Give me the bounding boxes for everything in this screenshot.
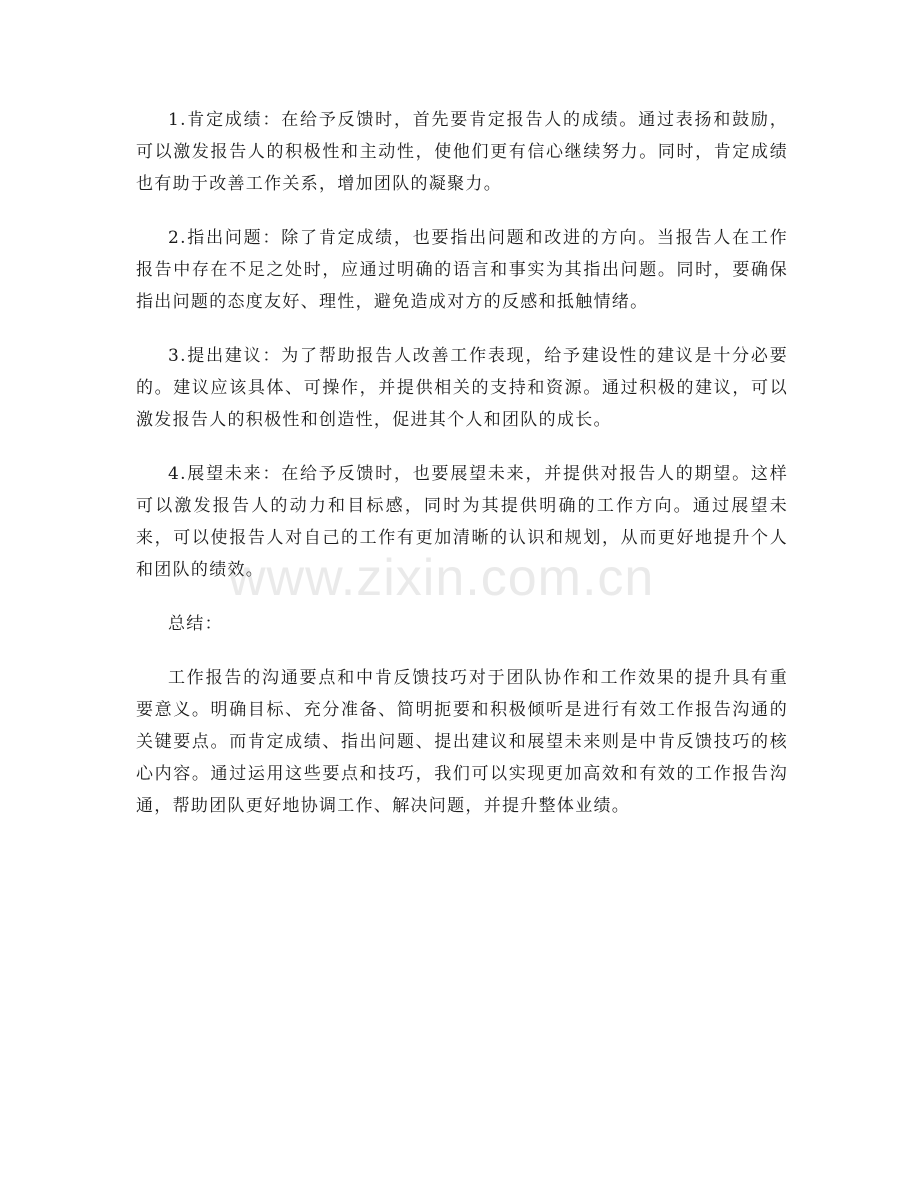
document-body [136,104,788,822]
paragraph-gap [136,436,788,458]
summary-paragraph: 工作报告的沟通要点和中肯反馈技巧对于团队协作和工作效果的提升具有重要意义。明确目标、充分准备、简明扼要和积极倾听是进行有效工作报告沟通的关键要点。而肯定成绩、指出问题、提出建议和展望未来则是中肯反馈技巧的核心内容。通过运用这些要点和技巧，我们可以实现更加高效和有效的工作报告沟通，帮助团队更好地协调工作、解决问题，并提升整体业绩。 [136,668,788,816]
paragraph-gap [136,586,788,608]
paragraph-gap [136,640,788,662]
paragraph-look-ahead: 4.展望未来：在给予反馈时，也要展望未来，并提供对报告人的期望。这样可以激发报告人的动力和目标感，同时为其提供明确的工作方向。通过展望未来，可以使报告人对自己的工作有更加清晰的认识和规划，从而更好地提升个人和团队的绩效。 [136,464,788,580]
paragraph-gap [136,200,788,222]
paragraph-affirm-achievements: 1.肯定成绩：在给予反馈时，首先要肯定报告人的成绩。通过表扬和鼓励，可以激发报告人的积极性和主动性，使他们更有信心继续努力。同时，肯定成绩也有助于改善工作关系，增加团队的凝聚力。 [136,110,788,194]
watermark: www.zixin.com.cn [228,549,655,607]
paragraph-gap [136,318,788,340]
summary-heading: 总结： [168,614,223,634]
paragraph-give-suggestions: 3.提出建议：为了帮助报告人改善工作表现，给予建设性的建议是十分必要的。建议应该具体、可操作，并提供相关的支持和资源。通过积极的建议，可以激发报告人的积极性和创造性，促进其个人和团队的成长。 [136,346,788,430]
paragraph-point-out-problems: 2.指出问题：除了肯定成绩，也要指出问题和改进的方向。当报告人在工作报告中存在不足之处时，应通过明确的语言和事实为其指出问题。同时，要确保指出问题的态度友好、理性，避免造成对方的反感和抵触情绪。 [136,228,788,312]
